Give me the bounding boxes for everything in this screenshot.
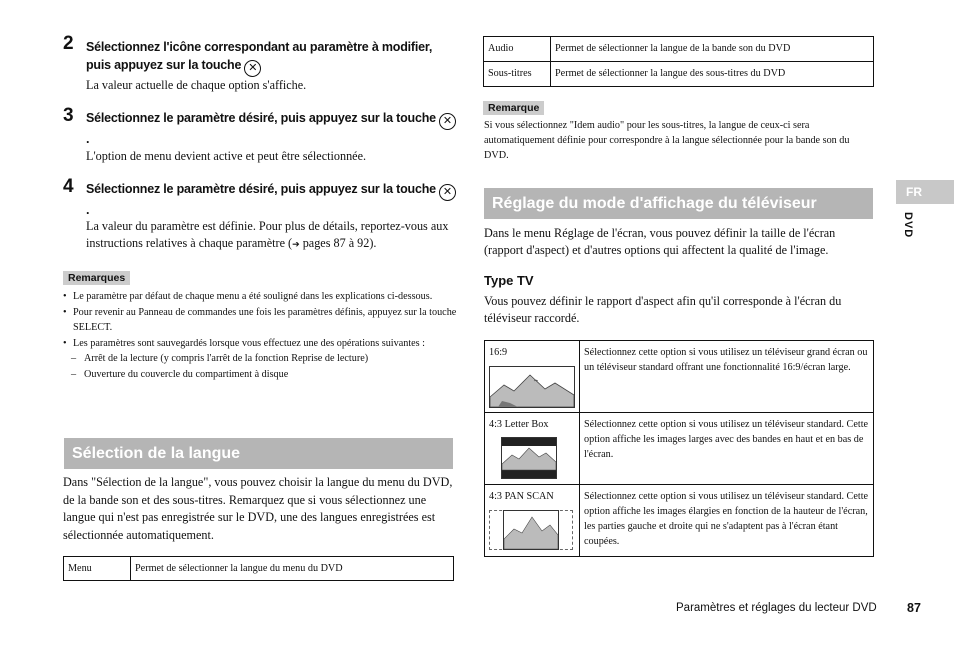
sub-list-item: – Ouverture du couvercle du compartiment à disque: [71, 368, 289, 380]
remarque-text: Si vous sélectionnez "Idem audio" pour les sous-titres, la langue de ceux-ci sera automatiquement définie pour correspondre à la langue sélectionnée pour la bande son du DVD.: [484, 120, 850, 161]
cross-button-icon: ✕: [439, 113, 456, 130]
table-cell: Permet de sélectionner la langue du menu du DVD: [131, 557, 454, 581]
cross-button-icon: ✕: [439, 184, 456, 201]
panscan-illustration: [489, 510, 573, 550]
table-row: [484, 37, 874, 62]
step-text: L'option de menu devient active et peut être sélectionnée.: [86, 149, 367, 163]
page-number: 87: [907, 601, 921, 615]
table-cell: Sous-titres: [484, 62, 551, 87]
language-table: [63, 556, 454, 581]
sub-list-item: – Arrêt de la lecture (y compris l'arrêt de la fonction Reprise de lecture): [71, 353, 369, 364]
table-cell: [485, 341, 580, 413]
section-text: Dans le menu Réglage de l'écran, vous pouvez définir la taille de l'écran (rapport d'aspect) et d'autres options qui affectent la qualité de l'image.: [484, 226, 836, 257]
section-tab-label: DVD: [902, 212, 914, 239]
step-title-text: Sélectionnez le paramètre désiré, puis appuyez sur la touche: [86, 111, 436, 125]
table-row: [485, 485, 874, 557]
table-cell: Permet de sélectionner la langue de la bande son du DVD: [551, 37, 874, 62]
section-tab: [898, 212, 918, 252]
remarques-label: [63, 268, 130, 286]
step-number: 2: [63, 33, 74, 54]
step-number: 3: [63, 105, 74, 126]
remarque-label-text: Remarque: [483, 101, 544, 115]
step-title-text: Sélectionnez l'icône correspondant au paramètre à modifier, puis appuyez sur la touche: [86, 40, 433, 72]
list-item: • Le paramètre par défaut de chaque menu a été souligné dans les explications ci-dessous.: [63, 291, 433, 302]
step-text-part: pages 87 à 92).: [299, 236, 377, 250]
table-cell: Menu: [64, 557, 131, 581]
landscape-icon: [504, 511, 558, 549]
table-cell: [485, 485, 580, 557]
subheading: Type TV: [484, 273, 534, 288]
subsection-text: Vous pouvez définir le rapport d'aspect afin qu'il corresponde à l'écran du téléviseur raccordé.: [484, 294, 842, 325]
step-title: [86, 180, 458, 219]
list-item-text: Les paramètres sont sauvegardés lorsque vous effectuez une des opérations suivantes :: [73, 337, 426, 349]
table-cell: Audio: [484, 37, 551, 62]
language-table-continued: [483, 36, 874, 87]
panscan-screen: [503, 510, 559, 550]
step-title-end: .: [86, 132, 90, 146]
list-item-text: Arrêt de la lecture (y compris l'arrêt de la fonction Reprise de lecture): [84, 353, 369, 364]
step-number: 4: [63, 176, 74, 197]
widescreen-illustration: [489, 366, 575, 408]
step-text: [86, 218, 456, 253]
step-text: La valeur actuelle de chaque option s'affiche.: [86, 78, 307, 92]
remarques-label-text: Remarques: [63, 271, 130, 285]
landscape-icon: [490, 367, 574, 407]
step-title: [86, 109, 458, 148]
step-text-part: La valeur du paramètre est définie. Pour plus de détails, reportez-vous aux instructions relatives à chaque paramètre (: [86, 219, 449, 250]
list-item-text: Le paramètre par défaut de chaque menu a été souligné dans les explications ci-dessous.: [73, 291, 433, 302]
letterbox-illustration: [501, 437, 557, 479]
table-row: [484, 62, 874, 87]
footer-text: Paramètres et réglages du lecteur DVD: [676, 602, 877, 614]
remarque-label: [483, 98, 544, 116]
table-row: [485, 341, 874, 413]
step-title: [86, 38, 458, 77]
step-title-end: .: [86, 203, 90, 217]
option-name: 4:3 Letter Box: [489, 419, 549, 430]
list-item-text: Ouverture du couvercle du compartiment à disque: [84, 368, 289, 380]
section-heading: Réglage du mode d'affichage du téléviseur: [484, 188, 873, 219]
remarques-list: [63, 289, 458, 382]
cross-button-icon: ✕: [244, 60, 261, 77]
list-item: • Les paramètres sont sauvegardés lorsque vous effectuez une des opérations suivantes :: [63, 337, 426, 349]
landscape-icon: [502, 438, 556, 478]
table-cell: Sélectionnez cette option si vous utilisez un téléviseur standard. Cette option affiche les images larges avec des bandes en haut et en bas de l'écran.: [580, 413, 874, 485]
section-heading: Sélection de la langue: [64, 438, 453, 469]
option-name: 16:9: [489, 347, 508, 358]
tv-type-table: [484, 340, 874, 557]
list-item-text: Pour revenir au Panneau de commandes une fois les paramètres définis, appuyez sur la touche SELECT.: [73, 306, 457, 333]
list-item: • Pour revenir au Panneau de commandes une fois les paramètres définis, appuyez sur la touche SELECT.: [63, 306, 457, 333]
table-cell: Permet de sélectionner la langue des sous-titres du DVD: [551, 62, 874, 87]
table-cell: Sélectionnez cette option si vous utilisez un téléviseur grand écran ou un téléviseur standard offrant une fonctionnalité 16:9/écran large.: [580, 341, 874, 413]
table-row: [64, 557, 454, 581]
table-row: [485, 413, 874, 485]
table-cell: [485, 413, 580, 485]
language-tab: FR: [896, 180, 954, 204]
section-text: Dans "Sélection de la langue", vous pouvez choisir la langue du menu du DVD, de la bande son et des sous-titres. Remarquez que si vous sélectionnez une langue qui n'est pas enregistrée sur le DVD, une des langues enregistrées est sélectionnée automatiquement.: [63, 475, 453, 542]
table-cell: Sélectionnez cette option si vous utilisez un téléviseur standard. Cette option affiche les images élargies en fonction de la hauteur de l'écran, les parties gauche et droite qui ne s'adaptent pas à l'écran étant coupées.: [580, 485, 874, 557]
step-title-text: Sélectionnez le paramètre désiré, puis appuyez sur la touche: [86, 182, 436, 196]
option-name: 4:3 PAN SCAN: [489, 491, 554, 502]
arrow-icon: ➔: [292, 239, 300, 249]
